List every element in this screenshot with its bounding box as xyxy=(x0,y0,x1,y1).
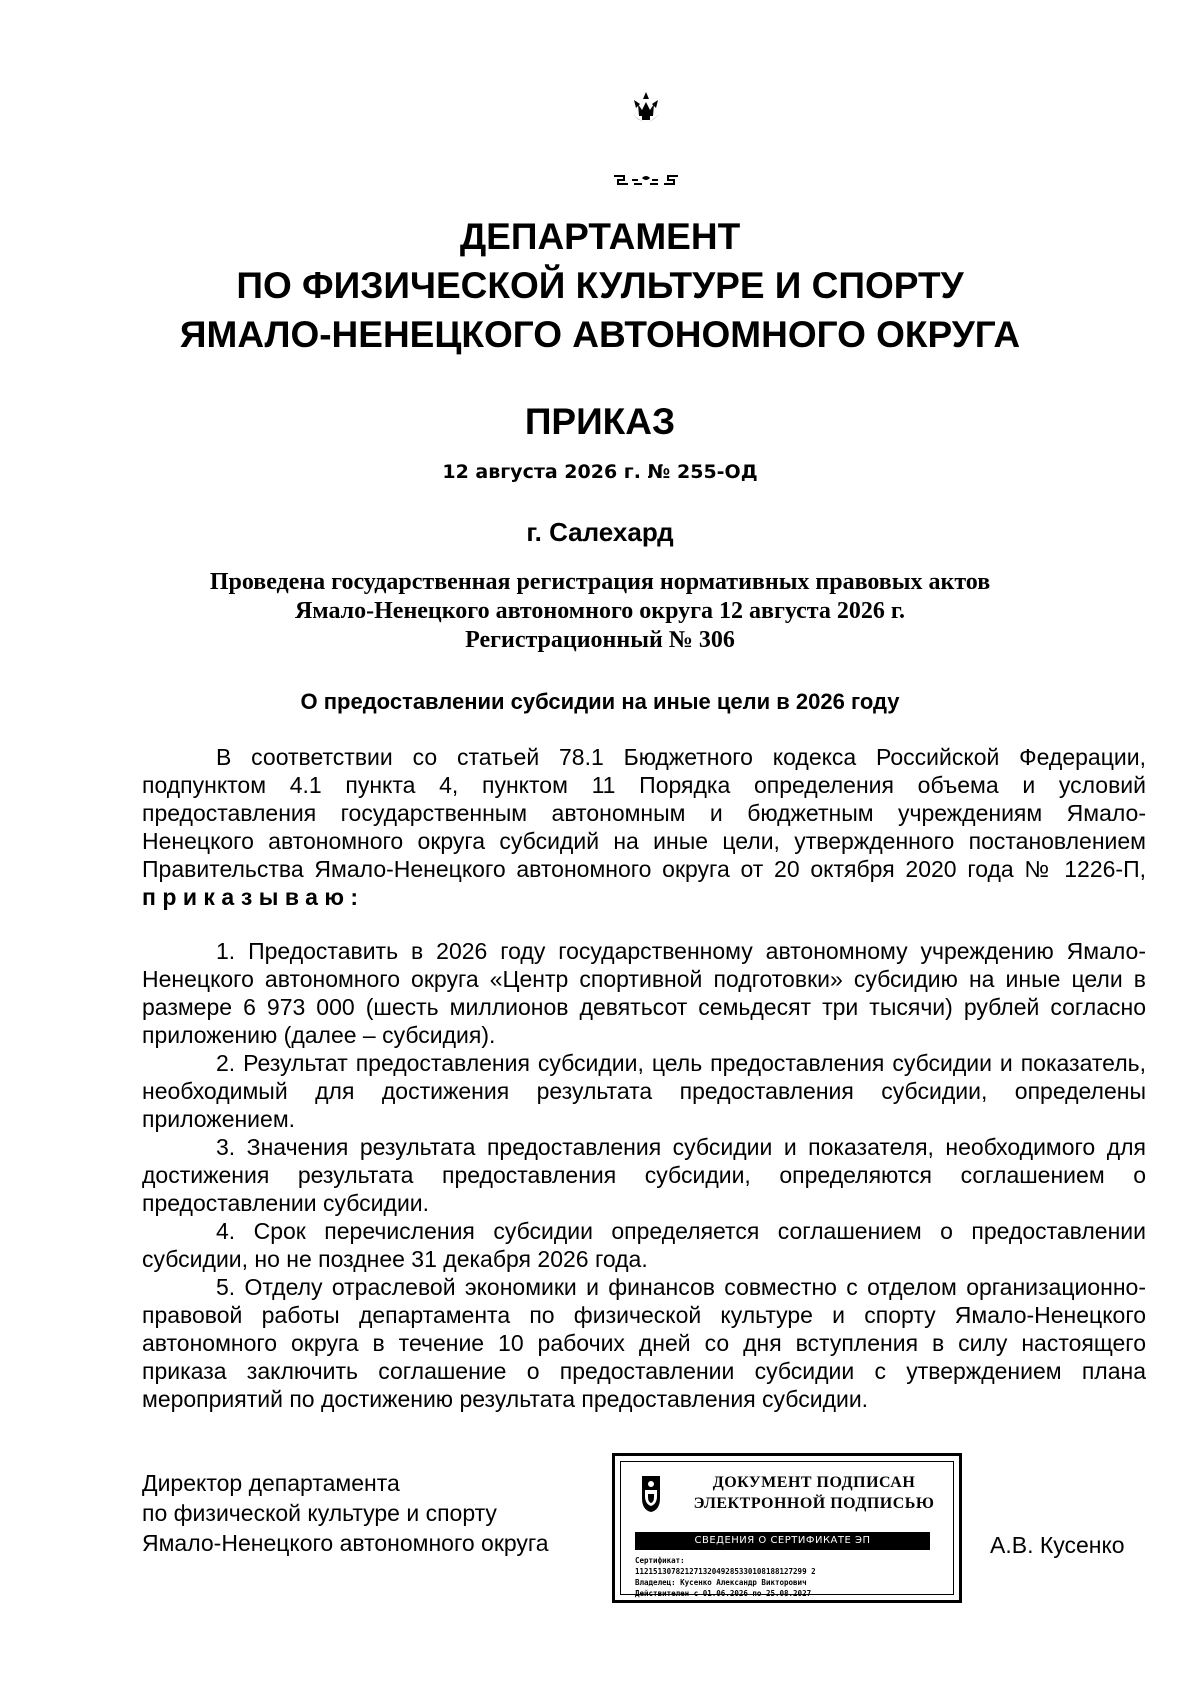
signer-name: А.В. Кусенко xyxy=(990,1532,1125,1558)
certificate-detail-line: Владелец: Кусенко Александр Викторович xyxy=(635,1578,807,1587)
certificate-details xyxy=(635,1555,816,1599)
registration-line: Проведена государственная регистрация нормативных правовых актов xyxy=(209,569,991,595)
department-name xyxy=(0,212,1200,359)
certificate-info-bar: СВЕДЕНИЯ О СЕРТИФИКАТЕ ЭП xyxy=(635,1532,930,1550)
preamble-text: В соответствии со статьей 78.1 Бюджетного кодекса Российской Федерации, подпунктом 4.1 пункта 4, пунктом 11 Порядка определения объема и условий предоставления государственным автономным и бюджетным учреждениям Ямало-Ненецкого автономного округа субсидий на иные цели, утвержденного постановлением Правительства Ямало-Ненецкого автономного округа от 20 октября 2020 года № 1226-П, xyxy=(142,744,1146,882)
stamp-title-line: ДОКУМЕНТ ПОДПИСАН xyxy=(712,1474,916,1491)
command-word: приказываю: xyxy=(142,884,365,910)
order-item: 5. Отделу отраслевой экономики и финансов совместно с отделом организационно-правовой работы департамента по физической культуре и спорту Ямало-Ненецкого автономного округа в течение 10 рабочих дней со дня вступления в силу настоящего приказа заключить соглашение о предоставлении субсидии с утверждением плана мероприятий по достижению результата предоставления субсидии. xyxy=(142,1274,1146,1412)
registration-line: Ямало-Ненецкого автономного округа 12 августа 2026 г. xyxy=(294,598,906,624)
city: г. Салехард xyxy=(526,517,674,547)
certificate-detail-line: 11215130782127132049285330108188127299 2 xyxy=(635,1567,816,1576)
order-item: 2. Результат предоставления субсидии, цель предоставления субсидии и показатель, необходимый для достижения результата предоставления субсидии, определены приложением. xyxy=(142,1050,1146,1132)
document-type: ПРИКАЗ xyxy=(524,401,676,442)
order-subject: О предоставлении субсидии на иные цели в 2026 году xyxy=(300,689,900,714)
order-item: 3. Значения результата предоставления субсидии и показателя, необходимого для достижения результата предоставления субсидии, определяются соглашением о предоставлении субсидии. xyxy=(142,1134,1146,1216)
yamal-coat-of-arms-icon xyxy=(639,1474,663,1514)
signer-position-line: Ямало-Ненецкого автономного округа xyxy=(142,1530,549,1556)
certificate-detail-line: Сертификат: xyxy=(635,1556,685,1565)
order-date-number: 12 августа 2026 г. № 255-ОД xyxy=(442,461,758,483)
order-item: 4. Срок перечисления субсидии определяется соглашением о предоставлении субсидии, но не позднее 31 декабря 2026 года. xyxy=(142,1218,1146,1272)
registration-note xyxy=(0,568,1200,655)
department-line: ПО ФИЗИЧЕСКОЙ КУЛЬТУРЕ И СПОРТУ xyxy=(236,265,964,306)
order-item: 1. Предоставить в 2026 году государственному автономному учреждению Ямало-Ненецкого автономного округа «Центр спортивной подготовки» субсидию на иные цели в размере 6 973 000 (шесть миллионов девятьсот семьдесят три тысячи) рублей согласно приложению (далее – субсидия). xyxy=(142,938,1146,1048)
stamp-title xyxy=(679,1472,949,1514)
ornament-icon xyxy=(612,172,680,188)
department-line: ДЕПАРТАМЕНТ xyxy=(459,216,741,257)
certificate-detail-line: Действителен с 01.06.2026 по 25.08.2027 xyxy=(635,1589,812,1598)
signer-position xyxy=(142,1468,612,1558)
order-items xyxy=(142,937,1146,1413)
signer-position-line: Директор департамента xyxy=(142,1470,400,1496)
yamal-coat-of-arms-icon xyxy=(628,90,664,130)
preamble-paragraph xyxy=(142,743,1146,911)
signer-position-line: по физической культуре и спорту xyxy=(142,1500,497,1526)
preamble xyxy=(142,743,1146,911)
registration-line: Регистрационный № 306 xyxy=(465,627,735,653)
electronic-signature-stamp xyxy=(612,1453,962,1603)
stamp-title-line: ЭЛЕКТРОННОЙ ПОДПИСЬЮ xyxy=(693,1495,935,1512)
department-line: ЯМАЛО-НЕНЕЦКОГО АВТОНОМНОГО ОКРУГА xyxy=(179,314,1021,355)
